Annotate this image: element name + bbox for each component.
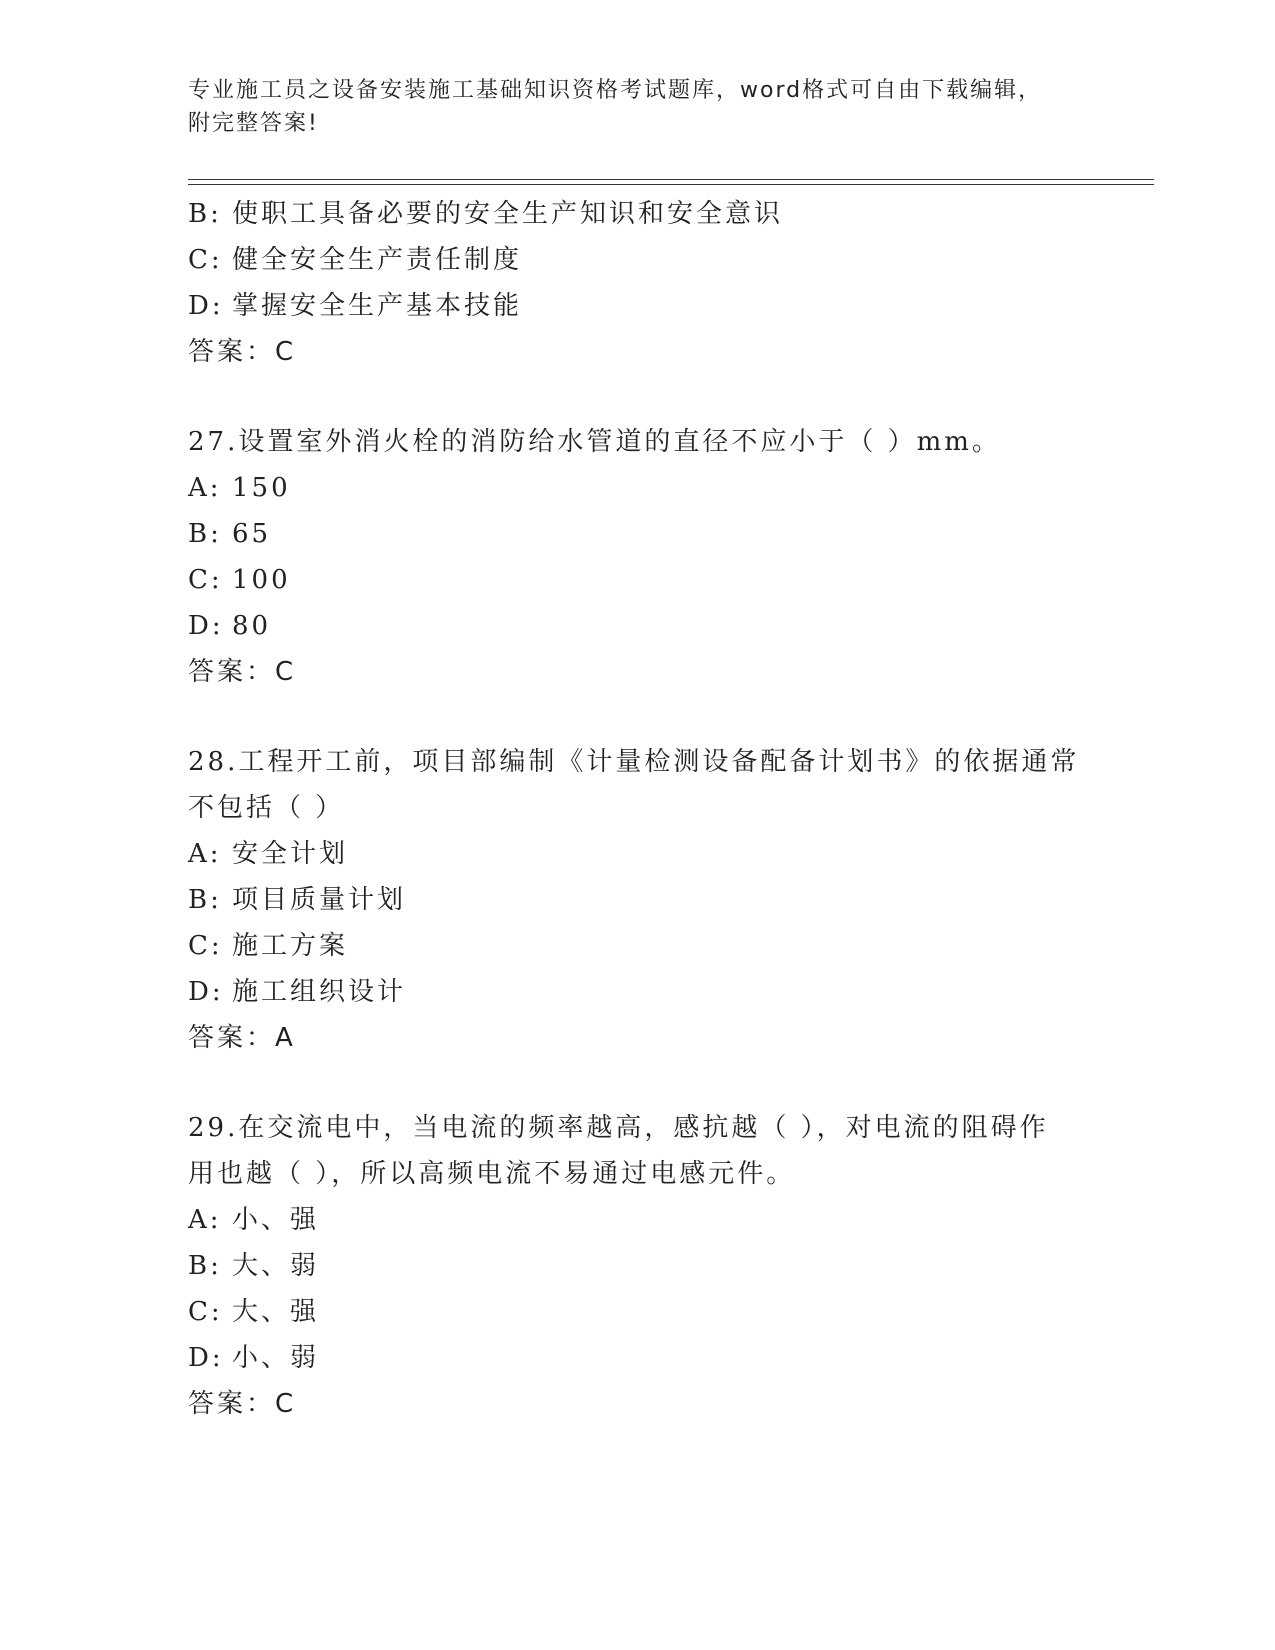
option-key: C: (188, 565, 223, 595)
stem-line: 用也越（ ），所以高频电流不易通过电感元件。 (188, 1159, 796, 1189)
option-text: 施工方案 (232, 931, 349, 961)
header-divider-bottom (188, 184, 1154, 185)
option-key: D: (188, 291, 224, 321)
question-block-28 (188, 739, 1088, 1061)
answer-line: 答案：A (188, 1023, 296, 1053)
option-line (188, 1197, 1088, 1243)
option-line (188, 557, 1088, 603)
question-list (188, 191, 1088, 1427)
option-text: 大、强 (232, 1297, 320, 1327)
question-block-27 (188, 419, 1088, 695)
option-text: 小、弱 (232, 1343, 320, 1373)
option-text: 100 (232, 565, 291, 595)
option-line (188, 831, 1088, 877)
option-key: D: (188, 1343, 224, 1373)
option-line (188, 1289, 1088, 1335)
question-stem (188, 1105, 1088, 1197)
option-text: 健全安全生产责任制度 (232, 245, 523, 275)
option-line (188, 237, 1088, 283)
header-line-1: 专业施工员之设备安装施工基础知识资格考试题库，word格式可自由下载编辑， (188, 78, 1043, 103)
option-text: 安全计划 (232, 839, 349, 869)
option-key: C: (188, 245, 223, 275)
question-block-29 (188, 1105, 1088, 1427)
question-stem (188, 419, 1088, 465)
option-line (188, 465, 1088, 511)
option-line (188, 283, 1088, 329)
stem-line: 29.在交流电中，当电流的频率越高，感抗越（ ），对电流的阻碍作 (188, 1113, 1049, 1143)
option-key: A: (188, 473, 222, 503)
spacer (188, 375, 1088, 419)
option-key: C: (188, 1297, 223, 1327)
option-line (188, 877, 1088, 923)
option-key: B: (188, 199, 222, 229)
option-key: D: (188, 611, 224, 641)
answer-line: 答案：C (188, 1389, 297, 1419)
option-line (188, 1243, 1088, 1289)
option-text: 65 (232, 519, 272, 549)
option-text: 大、弱 (232, 1251, 320, 1281)
option-key: B: (188, 1251, 222, 1281)
spacer (188, 1061, 1088, 1105)
stem-line: 28.工程开工前，项目部编制《计量检测设备配备计划书》的依据通常 (188, 747, 1080, 777)
option-line (188, 603, 1088, 649)
option-key: A: (188, 839, 222, 869)
header-line-2: 附完整答案! (188, 111, 319, 136)
option-line (188, 1335, 1088, 1381)
option-line (188, 511, 1088, 557)
option-text: 施工组织设计 (232, 977, 407, 1007)
option-line (188, 191, 1088, 237)
option-text: 小、强 (232, 1205, 320, 1235)
option-key: D: (188, 977, 224, 1007)
option-text: 150 (232, 473, 291, 503)
spacer (188, 695, 1088, 739)
document-header (188, 74, 1088, 140)
option-line (188, 969, 1088, 1015)
header-divider-top (188, 179, 1154, 180)
option-text: 项目质量计划 (232, 885, 407, 915)
option-key: B: (188, 519, 222, 549)
answer-line: 答案：C (188, 337, 297, 367)
option-line (188, 923, 1088, 969)
option-text: 掌握安全生产基本技能 (232, 291, 523, 321)
option-key: B: (188, 885, 222, 915)
question-block-26 (188, 191, 1088, 375)
option-text: 80 (232, 611, 272, 641)
stem-line: 不包括（ ） (188, 793, 345, 823)
answer-line: 答案：C (188, 657, 297, 687)
question-stem (188, 739, 1088, 831)
option-key: A: (188, 1205, 222, 1235)
option-key: C: (188, 931, 223, 961)
option-text: 使职工具备必要的安全生产知识和安全意识 (232, 199, 784, 229)
stem-line: 27.设置室外消火栓的消防给水管道的直径不应小于（ ）mm。 (188, 427, 1001, 457)
